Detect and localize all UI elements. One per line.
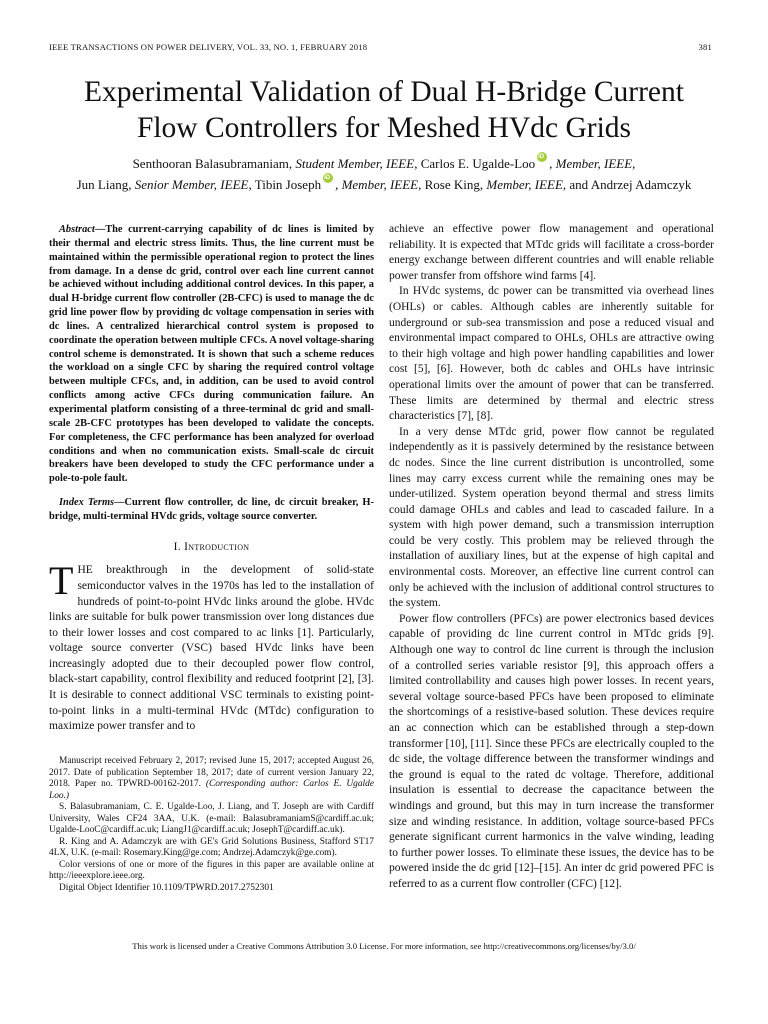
title-line-2: Flow Controllers for Meshed HVdc Grids — [136, 112, 632, 144]
author-ugalde-loo: , Carlos E. Ugalde-Loo — [414, 156, 536, 171]
section-number: I. — [173, 540, 185, 553]
running-header — [49, 42, 712, 52]
license-notice: This work is licensed under a Creative Commons Attribution 3.0 License. For more information, see http://creativecommons.org/licenses/by/3.0/ — [132, 941, 636, 951]
author-role: , Member, IEEE, — [549, 156, 636, 171]
body-paragraph: In a very dense MTdc grid, power flow cannot be regulated independently as it is passively determined by the resistance between dc nodes. Since the line current distribution is uncontrolled, some lines may carry excess current while the remaining ones may be under-utilized. System operation beyond thermal and stress limits could damage OHLs and cables and lead to cascaded failure. In a system with high power demand, such a transmission interruption could be very costly. This problem may be relieved through the installation of auxiliary lines, but at the expense of high capital and environmental costs. Moreover, an effective line current control can only be achieved with the inclusion of additional control structures to the system. — [389, 425, 714, 610]
abstract-text: —The current-carrying capability of dc lines is limited by their thermal and electric stress limits. Thus, the line current must be maintained within the permissible operational region to protect the lines from damage. In a dense dc grid, control over each line current cannot be achieved without including additional control devices. In this paper, a dual H-bridge current flow controller (2B-CFC) is used to manage the dc grid line power flow by providing dc voltage compensation in series with dc lines. A centralized hierarchical control system is proposed to coordinate the operation between multiple CFCs. A novel voltage-sharing control scheme is demonstrated. It is shown that such a scheme reduces the workload on a single CFC by sharing the required control voltage between multiple CFCs, and, in addition, can be used to avoid control conflicts among active CFCs during communication failure. An experimental platform consisting of a three-terminal dc grid and small-scale 2B-CFC prototypes has been developed to validate the concepts. For completeness, the CFC performance has been analyzed for overload conditions and when no communication exists. Small-scale dc circuit breakers have been developed to study the CFC performance under a pole-to-pole fault. — [49, 224, 374, 485]
journal-info: IEEE TRANSACTIONS ON POWER DELIVERY, VOL. 33, NO. 1, FEBRUARY 2018 — [49, 42, 368, 52]
drop-cap: T — [49, 558, 74, 604]
author-balasubramaniam: Senthooran Balasubramaniam, — [132, 156, 296, 171]
author-liang: Jun Liang, — [76, 177, 135, 192]
footnote-affiliation-cardiff: S. Balasubramaniam, C. E. Ugalde-Loo, J. Liang, and T. Joseph are with Cardiff University, Wales CF24 3AA, U.K. (e-mail: BalasubramaniamS@cardiff.ac.uk; Ugalde-LooC@cardiff.ac.uk; LiangJ1@cardiff.ac.uk; JosephT@cardiff.ac.uk). — [49, 802, 374, 836]
author-role: Student Member, IEEE — [295, 156, 415, 171]
index-terms — [49, 496, 374, 524]
author-role: Senior Member, IEEE — [134, 177, 249, 192]
author-king: , Rose King, — [418, 177, 487, 192]
paper-title — [0, 74, 768, 146]
footnote-doi: Digital Object Identifier 10.1109/TPWRD.2017.2752301 — [59, 883, 274, 894]
right-column — [389, 222, 714, 893]
author-line-1 — [0, 152, 768, 173]
author-line-2 — [0, 173, 768, 194]
author-joseph: , Tibin Joseph — [248, 177, 322, 192]
footnote-manuscript — [49, 756, 374, 802]
title-line-1: Experimental Validation of Dual H-Bridge Current — [84, 76, 684, 108]
index-terms-text: —Current flow controller, dc line, dc circuit breaker, H-bridge, multi-terminal HVdc grids, voltage source converter. — [49, 497, 374, 522]
body-paragraph: In HVdc systems, dc power can be transmitted via overhead lines (OHLs) or cables. Although cables are inherently suitable for underground or sub-sea transmission and pose a reduced visual and environmental impact compared to OHLs, OHLs are attractive owing to their high voltage and high power handling capabilities and lower cost [5], [6]. However, both dc cables and OHLs have intrinsic operational limits over the amount of power that can be transferred. These limits are determined by thermal and electric stress characteristics [7], [8]. — [389, 285, 714, 423]
footnote-dates: Manuscript received February 2, 2017; revised June 15, 2017; accepted August 26, 2017. Date of publication September 18, 2017; date of current version January 22, 2018. Paper no. TPWRD-00162-2017. — [49, 756, 374, 790]
footnote-color-figures: Color versions of one or more of the figures in this paper are available online at http://ieeexplore.ieee.org. — [49, 859, 374, 882]
section-title: Introduction — [184, 540, 250, 553]
intro-paragraph — [49, 558, 374, 735]
intro-text: HE breakthrough in the development of solid-state semiconductor valves in the 1970s has led to the installation of hundreds of point-to-point HVdc links around the globe. HVdc links are suitable for bulk power transmission over long distances due to their lower losses and cost compared to ac links [1]. Particularly, voltage source converter (VSC) based HVdc links have been increasingly adopted due to their decoupled power flow control, black-start capability, control flexibility and reduced footprint [2], [3]. It is desirable to connect additional VSC terminals to existing point-to-point links in a multi-terminal HVdc (MTdc) configuration to maximize power transfer and to — [49, 564, 374, 733]
page-number: 381 — [698, 42, 712, 52]
section-heading — [49, 540, 374, 556]
footnotes — [49, 756, 374, 895]
author-adamczyk: , and Andrzej Adamczyk — [562, 177, 692, 192]
author-role: , Member, IEEE — [335, 177, 419, 192]
orcid-icon[interactable] — [537, 152, 547, 162]
abstract-label: Abstract — [59, 224, 95, 235]
footnote-corresponding: (Corresponding author: Carlos E. Ugalde Loo.) — [49, 779, 375, 801]
left-column — [49, 223, 374, 735]
abstract — [49, 223, 374, 486]
footnote-affiliation-ge: R. King and A. Adamczyk are with GE's Grid Solutions Business, Stafford ST17 4LX, U.K. (e-mail: Rosemary.King@ge.com; Andrzej.Adamczyk@ge.com). — [49, 836, 374, 859]
orcid-icon[interactable] — [323, 173, 333, 183]
author-list — [0, 152, 768, 194]
body-paragraph: achieve an effective power flow management and operational reliability. It is expected that MTdc grids will facilitate a cross-border energy exchange between different countries and will enable reliable power transfer from offshore wind farms [4]. — [389, 223, 714, 282]
index-terms-label: Index Terms — [59, 497, 115, 509]
body-paragraph: Power flow controllers (PFCs) are power electronics based devices capable of providing dc line current control in MTdc grids [9]. Although one way to control dc line current is through the inclusion of a controlled series variable resistor [9], this approach offers a limited controllability and causes high power losses. In recent years, several voltage source-based PFCs have been proposed to eliminate the shortcomings of a resistive-based solution. These devices require an ac connection which can be established through a step-down transformer [10], [11]. Since these PFCs are electrically coupled to the dc side, the voltage difference between the transformer windings and the ground is equal to the rated dc voltage. Therefore, additional insulation is essential to decrease the capacitance between the windings and ground, but this may in turn increase the transformer size and winding resistance. In addition, voltage source-based PFCs generate significant current harmonics in the valve winding, leading to further power losses. To eliminate these issues, the device has to be powered inside the dc grid [12]–[15]. An inter dc grid powered PFC is referred to as a current flow controller (CFC) [12]. — [389, 612, 714, 890]
author-role: Member, IEEE — [486, 177, 563, 192]
